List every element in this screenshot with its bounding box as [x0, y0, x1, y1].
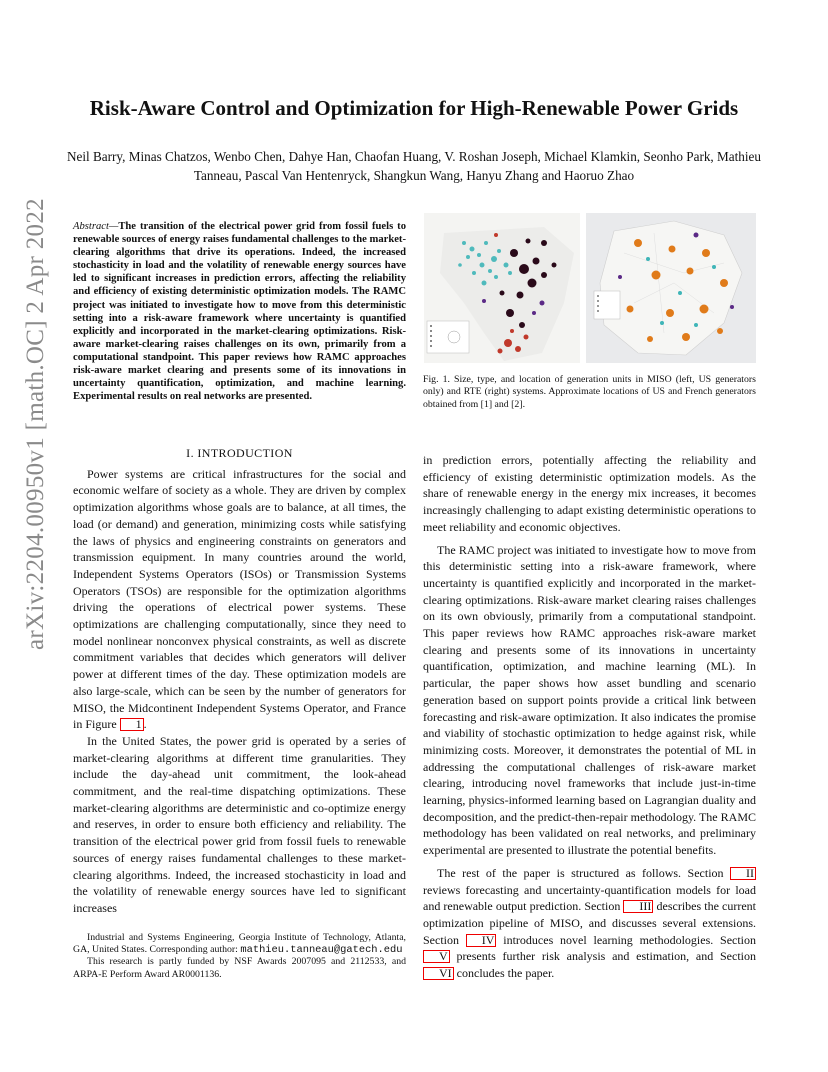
intro-right-column: [423, 452, 756, 982]
generator-maps-figure: [424, 213, 756, 363]
arxiv-identifier: arXiv:2204.00950v1 [math.OC] 2 Apr 2022: [22, 198, 49, 650]
abstract-text: The transition of the electrical power grid from fossil fuels to renewable sources of energy raises fundamental challenges to the market-clearing algorithms that drive its operations. Indeed, the increased stochasticity in load and the volatility of renewable energy sources have led to significant increases in prediction errors, affecting the reliability and efficiency of existing deterministic optimization models. The RAMC project was initiated to investigate how to move from this deterministic setting into a risk-aware framework where uncertainty is quantified explicitly and incorporated in the market-clearing optimizations. Risk-aware market-clearing raises challenges on its own, primarily from a computational standpoint. This paper reviews how RAMC approaches risk-aware market clearing and presents some of its innovations in uncertainty quantification, optimization, and machine learning. Experimental results on real networks are presented.: [73, 221, 406, 403]
affiliation-footnote: Industrial and Systems Engineering, Georgia Institute of Technology, Atlanta, GA, United States. Corresponding author: mathieu.tanneau@gatech.edu: [73, 932, 406, 957]
paragraph: Power systems are critical infrastructures for the social and economic welfare of society as a whole. They are driven by complex optimization algorithms whose goals are to balance, at all times, the load (or demand) and generation, minimizing costs while satisfying the laws of physics and engineering constraints on generators and transmission equipment. In many countries around the world, Independent Systems Operators (ISOs) or Transmission Systems Operators (TSOs) are responsible for the optimization algorithms driving the operations of electrical power systems. These optimizations are challenging computationally, since they need to model nonlinear nonconvex physical constraints, as well as discrete commitment variables that decides which generators will deliver power at different times of the day. These optimization models are also large-scale, which can be seen by the number of generators for MISO, the Midcontinent Independent Systems Operator, and France in Figure 1 .: [73, 466, 406, 732]
intro-left-column: [73, 445, 406, 917]
section-reference-link[interactable]: III: [623, 900, 653, 913]
figure-reference-link[interactable]: 1: [120, 718, 144, 731]
section-reference-link[interactable]: V: [423, 950, 450, 963]
abstract: [73, 220, 406, 403]
figure-caption: Fig. 1. Size, type, and location of generation units in MISO (left, US generators only) and RTE (right) systems. Approximate locations of US and French generators obtained from [1] and [2].: [423, 374, 756, 410]
paragraph: In the United States, the power grid is operated by a series of market-clearing algorithms at different time granularities. They include the day-ahead unit commitment, the look-ahead commitment, and the real-time dispatching optimizations. These market-clearing algorithms are deterministic and co-optimize energy and reserves, in order to ensure both efficiency and reliability. The transition of the electrical power grid from fossil fuels to renewable sources of energy raises fundamental challenges to these market-clearing algorithms. Indeed, the increased stochasticity in load and the volatility of renewable energy sources have led to significant increases: [73, 733, 406, 915]
footnotes: [73, 932, 406, 981]
author-list: Neil Barry, Minas Chatzos, Wenbo Chen, Dahye Han, Chaofan Huang, V. Roshan Joseph, Michael Klamkin, Seonho Park, Mathieu Tanneau, Pascal Van Hentenryck, Shangkun Wang, Hanyu Zhang and Haoruo Zhao: [67, 149, 761, 183]
section-reference-link[interactable]: IV: [466, 934, 497, 947]
rte-map: [586, 213, 756, 363]
section-reference-link[interactable]: VI: [423, 967, 454, 980]
paragraph: The RAMC project was initiated to investigate how to move from this deterministic setting into a risk-aware framework, where uncertainty is quantified explicitly and incorporated in the market-clearing optimizations. Risk-aware market clearing raises challenges on its own obviously, primarily from a computational standpoint. This paper reviews how RAMC approaches risk-aware market clearing and presents some of its innovations in uncertainty quantification, optimization, and machine learning (ML). In particular, the paper shows how asset bundling and scenario generation based on support points provide a critical link between forecasting and risk-aware optimization. It also indicates the promise and viability of stochastic optimization to hedge against risk, while minimizing costs. Moreover, it demonstrates the potential of ML in addressing the computational challenges of risk-aware market clearing, introducing novel frameworks that include just-in-time learning, physics-informed learning based on Lagrangian duality and decomposition, and the predict-then-repair methodology. The RAMC methodology has been validated on real networks, and preliminary experimental are presented to illustrate the potential benefits.: [423, 542, 756, 858]
paragraph: The rest of the paper is structured as follows. Section II reviews forecasting and uncertainty-quantification models for load and renewable output prediction. Section III describes the current optimization pipeline of MISO, and discusses several extensions. Section IV introduces novel learning methodologies. Section V presents further risk analysis and estimation, and Section VI concludes the paper.: [423, 865, 757, 981]
section-heading: I. INTRODUCTION: [186, 446, 293, 460]
funding-footnote: This research is partly funded by NSF Awards 2007095 and 2112533, and ARPA-E Perform Award AR0001136.: [73, 956, 406, 980]
section-reference-link[interactable]: II: [730, 867, 756, 880]
miso-map: [424, 213, 580, 363]
abstract-label: Abstract—: [73, 221, 119, 232]
corresponding-email[interactable]: mathieu.tanneau@gatech.edu: [240, 944, 403, 957]
paragraph: in prediction errors, potentially affecting the reliability and efficiency of existing deterministic optimization models. As the share of renewable energy in the energy mix increases, it becomes increasingly challenging to adapt existing deterministic operations to meet reliability and economic objectives.: [423, 453, 756, 534]
paper-title: Risk-Aware Control and Optimization for High-Renewable Power Grids: [89, 96, 739, 120]
